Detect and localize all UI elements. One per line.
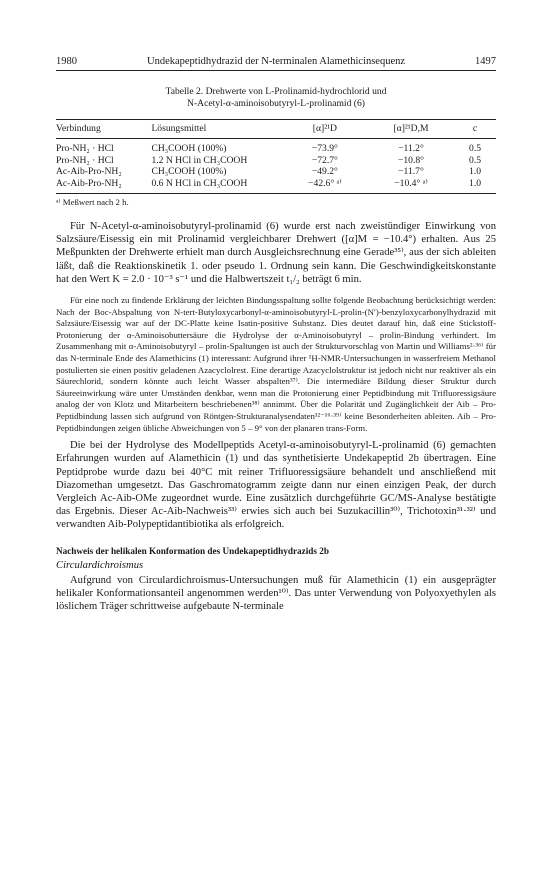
section-heading: Nachweis der helikalen Konformation des Undekapeptidhydrazids 2b	[56, 545, 329, 556]
cell-molar-rotation: −11.7°	[398, 166, 424, 177]
cell-molar-rotation: −10.8°	[397, 154, 424, 166]
cell-specific-rotation: −73.9°	[311, 143, 338, 154]
table-header-row	[56, 120, 496, 139]
paragraph-kinetics: Für N-Acetyl-α-aminoisobutyryl-prolinamid (6) wurde erst nach zweistündiger Einwirkung von Salzsäure/Eisessig ein mit Prolinamid vergleichbarer Drehwert ([α]M = −10.4°) erhalten. Aus 25 Meßpunkten der Drehwerte erhielt man durch Ausgleichsrechnung eine Gerade³⁵⁾, aus der sich ableiten läßt, daß die Reaktionskinetik 1. oder pseudo 1. Ordnung sein kann. Die Geschwindigkeitskonstante hat den Wert K = 2.0 · 10⁻³ s⁻¹ und die Halbwertszeit t₁/₂ beträgt 6 min.	[56, 221, 496, 285]
cell-concentration: 0.5	[469, 154, 482, 166]
header-year: 1980	[56, 56, 77, 67]
cell-specific-rotation: −49.2°	[311, 166, 338, 177]
cell-solvent: CH₃COOH (100%)	[151, 166, 227, 177]
running-header	[56, 56, 496, 71]
cell-compound: Pro-NH₂ · HCl	[56, 143, 114, 154]
cell-compound: Ac-Aib-Pro-NH₂	[56, 166, 122, 177]
cell-specific-rotation: −42.6° ᵃ⁾	[282, 178, 368, 194]
cell-compound: Pro-NH₂ · HCl	[56, 154, 114, 166]
table-caption-line-1: Tabelle 2. Drehwerte von L-Prolinamid-hydrochlorid und	[165, 86, 387, 97]
column-header-concentration: c	[454, 120, 496, 139]
column-header-compound: Verbindung	[56, 120, 151, 139]
cell-solvent: CH₃COOH (100%)	[151, 143, 227, 154]
cell-solvent: 0.6 N HCl in CH₃COOH	[151, 178, 281, 194]
cell-solvent: 1.2 N HCl in CH₃COOH	[151, 154, 248, 166]
rotation-table	[56, 119, 496, 194]
column-header-molar-rotation: [α]²¹D,M	[368, 120, 454, 139]
cell-concentration: 1.0	[454, 178, 496, 194]
subsection-heading: Circulardichroismus	[56, 559, 144, 571]
cell-compound: Ac-Aib-Pro-NH₂	[56, 178, 151, 194]
column-header-solvent: Lösungsmittel	[151, 120, 281, 139]
page	[56, 56, 496, 613]
table-caption-line-2: N-Acetyl-α-aminoisobutyryl-L-prolinamid (6)	[187, 98, 365, 109]
table-footnote: ᵃ⁾ Meßwert nach 2 h.	[56, 197, 129, 207]
cell-molar-rotation: −10.4° ᵃ⁾	[368, 178, 454, 194]
column-header-specific-rotation: [α]²¹D	[282, 120, 368, 139]
table-row	[56, 155, 496, 167]
cell-concentration: 0.5	[469, 143, 482, 154]
paragraph-circular-dichroism: Aufgrund von Circulardichroismus-Untersuchungen muß für Alamethicin (1) ein ausgeprägter helikaler Konformationsanteil angenommen werden¹⁰⁾. Das unter Verwendung von Polyoxyethylen als löslichem Träger schrittweise aufgebaute N-terminale	[56, 574, 496, 612]
header-page-number: 1497	[475, 56, 496, 67]
header-title: Undekapeptidhydrazid der N-terminalen Alamethicinsequenz	[146, 56, 406, 67]
paragraph-hydrolysis: Die bei der Hydrolyse des Modellpeptids Acetyl-α-aminoisobutyryl-L-prolinamid (6) gemachten Erfahrungen wurden auf Alamethicin (1) und das synthetisierte Undekapeptid 2b übertragen. Eine Peptidprobe wurde dazu bei 40°C mit reiner Trifluoressigsäure behandelt und anschließend mit Diazomethan umgesetzt. Das Gaschromatogramm zeigte dann nur einen einzigen Peak, der durch Vergleich Ac-Aib-OMe zugeordnet wurde. Eine zusätzlich durchgeführte GC/MS-Analyse bestätigte das Ergebnis. Dieser Ac-Aib-Nachweis³³⁾ erwies sich auch bei Suzukacillin³⁰⁾, Trichotoxin³¹·³²⁾ und verwandten Aib-Polypeptidantibiotika als erfolgreich.	[56, 440, 496, 531]
cell-concentration: 1.0	[469, 166, 482, 177]
table-row	[56, 139, 496, 155]
table-caption	[56, 86, 496, 110]
table-row	[56, 166, 496, 178]
paragraph-explanation: Für eine noch zu findende Erklärung der leichten Bindungsspaltung sollte folgende Beobachtung berücksichtigt werden: Nach der Boc-Abspaltung von N-tert-Butyloxycarbonyl-α-aminoisobutyryl-L-prolin-(N′)-benzyloxycarbonylhydrazid mit Salzsäure/Eisessig war auf der DC-Platte keine Isatin-positive Substanz. Dies deutet darauf hin, daß eine Stickstoff-Protonierung der α-Aminoisobuttersäure die Hydrolyse der α-Aminoisobutyryl – prolin-Bindung verhindert. Im Zusammenhang mit α-Aminoisobutyryl – prolin-Spaltungen ist auch der Strukturvorschlag von Martin und Williams²·³⁶⁾ für das N-terminale Ende des Alamethicins (1) interessant: Aufgrund ihrer ¹H-NMR-Untersuchungen in wasserfreiem Methanol postulierten sie einen positiv geladenen Azacyclolrest. Eine derartige Azacyclolstruktur ist jedoch nicht nur reaktiver als ein Säurechlorid, sondern könnte auch leicht Wasser abspalten³⁷⁾. Die intermediäre Bildung dieser Struktur durch Säureeinwirkung wäre unter Umständen denkbar, wenn man die Protonierung einer Peptidbindung mit Trifluoressigsäure analog der von Klotz und Mitarbeitern beschriebenen³⁸⁾ annimmt. Über die Polarität und Zugänglichkeit der Aib – Pro-Peptidbindung lassen sich aufgrund von Röntgen-Strukturanalysendaten¹²⁻¹⁶·³⁹⁾ keine Besonderheiten ableiten. Aib – Pro-Peptidbindungen zeigen übliche Abweichungen von 5 – 9° von der planaren trans-Form.	[56, 295, 496, 433]
cell-molar-rotation: −11.2°	[398, 143, 424, 154]
cell-specific-rotation: −72.7°	[311, 154, 338, 166]
table-row	[56, 178, 496, 194]
